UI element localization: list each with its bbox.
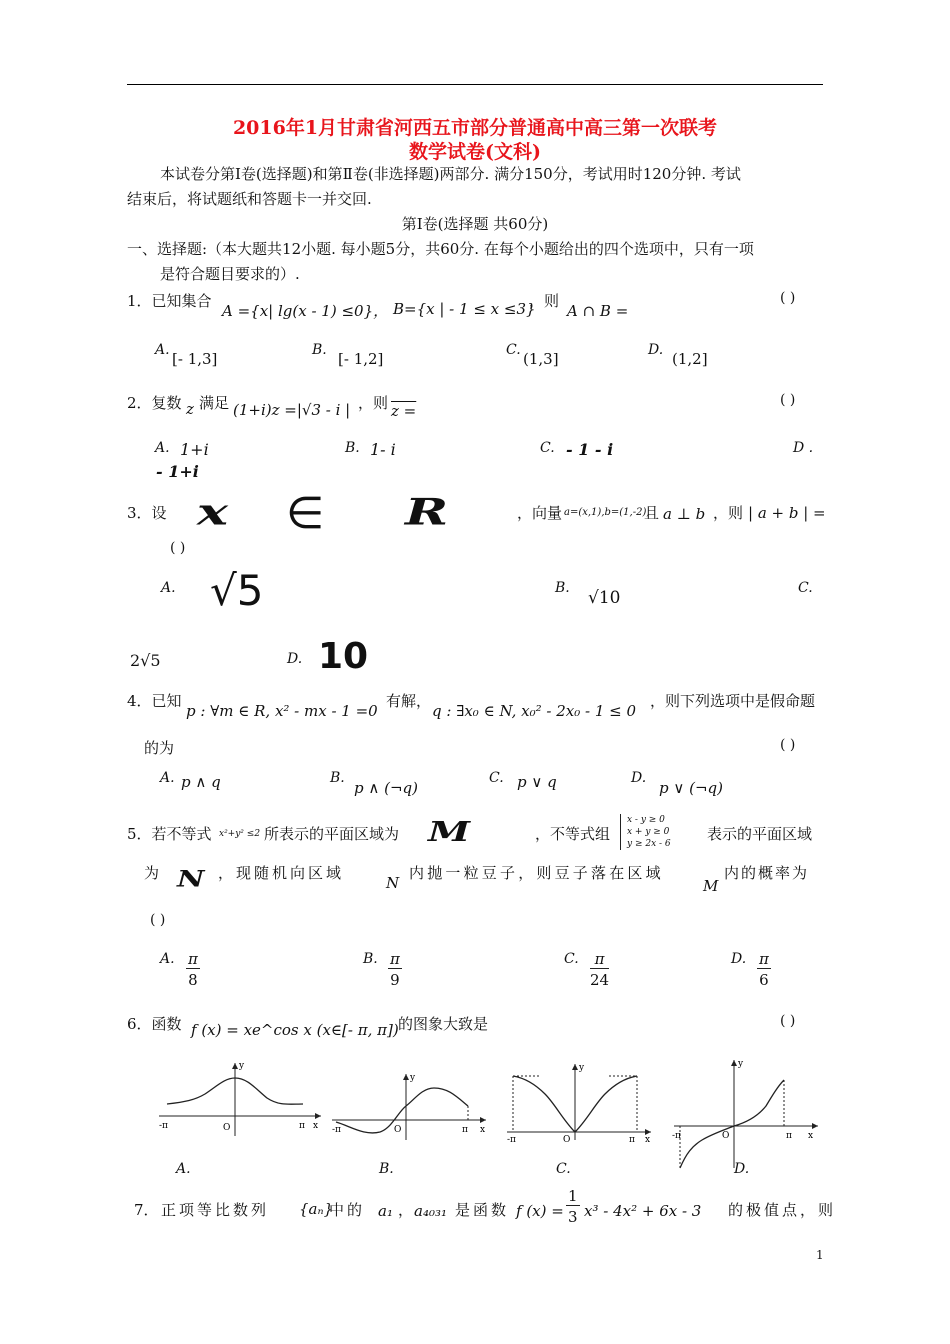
q6-graph-c-pos-pi: π — [629, 1135, 635, 1142]
q7-sequence: {aₙ} — [299, 1200, 334, 1218]
q6-graph-b-label: B. — [379, 1161, 394, 1177]
q4-line-2: 的为 — [144, 739, 175, 757]
q7-fraction — [566, 1187, 580, 1226]
q3-vector-intro: ，向量 — [517, 504, 563, 522]
q7-fraction-numerator: 1 — [568, 1187, 578, 1205]
q4-option-c: p ∨ q — [517, 773, 557, 791]
q2-tail: ，则 — [358, 394, 389, 412]
q7-text-1: 正项等比数列 — [161, 1201, 270, 1219]
q6-graph-b-neg-pi: -π — [332, 1125, 341, 1135]
q2-equation: (1+i)z =|√3 - i | — [233, 401, 351, 419]
q2-z: z — [186, 400, 194, 418]
q3-ask: | a + b | = — [748, 504, 826, 522]
q5-option-b-label: B. — [363, 951, 378, 967]
q4-option-b: p ∧ (¬q) — [354, 779, 418, 797]
q3-option-d-label: D. — [287, 651, 303, 667]
q3-option-b: √10 — [588, 588, 621, 608]
q7-function-rhs: x³ - 4x² + 6x - 3 — [584, 1202, 702, 1220]
q5-option-c-denominator: 24 — [590, 971, 610, 989]
q6-number: 6．函数 — [127, 1015, 182, 1033]
q6-graph-d-pos-pi: π — [786, 1131, 792, 1141]
q2-conjugate: z = — [391, 402, 417, 420]
q5-option-d-label: D. — [731, 951, 747, 967]
q5-option-b-numerator: π — [390, 950, 400, 968]
q6-answer-bracket: ( ) — [780, 1013, 796, 1029]
q3-answer-bracket: ( ) — [170, 540, 186, 556]
q5-option-b-denominator: 9 — [390, 971, 400, 989]
q1-answer-bracket: ( ) — [780, 290, 796, 306]
q1-set-a: A ={x| lg(x - 1) ≤0}， — [222, 302, 389, 320]
q6-graph-c-y-label: y — [579, 1063, 585, 1073]
q4-answer-bracket: ( ) — [780, 737, 796, 753]
q1-option-c-label: C. — [506, 342, 521, 358]
q1-option-a: [- 1,3] — [172, 350, 218, 368]
q1-option-b-label: B. — [312, 342, 327, 358]
q5-inequality-system — [620, 814, 671, 850]
q5-line-2-c: 内抛一粒豆子，则豆子落在区域 — [409, 864, 664, 882]
q3-option-c: 2√5 — [130, 651, 161, 670]
q7-text-3: 是函数 — [455, 1201, 510, 1219]
q1-tail: ，则 — [529, 292, 560, 310]
q2-option-c: - 1 - i — [566, 440, 614, 459]
q6-graph-d-origin: O — [722, 1131, 730, 1141]
q6-graph-a-label: A. — [176, 1161, 191, 1177]
q1-number: 1．已知集合 — [127, 292, 212, 310]
q1-ask: A ∩ B = — [567, 302, 629, 320]
q4-option-d: p ∨ (¬q) — [659, 779, 723, 797]
q4-middle: 有解， — [386, 692, 432, 710]
q7-a4031: a₄₀₃₁ — [414, 1202, 447, 1220]
q5-system-line-1: x - y ≥ 0 — [627, 815, 665, 825]
q3-option-c-label: C. — [798, 580, 813, 596]
exam-subtitle: 数学试卷(文科) — [409, 141, 541, 163]
q6-graph-b-y-label: y — [410, 1073, 416, 1083]
q5-answer-bracket: ( ) — [150, 912, 166, 928]
q3-vector-def: a=(x,1),b=(1,-2), — [564, 507, 650, 518]
page-number: 1 — [816, 1248, 824, 1262]
q5-option-d-numerator: π — [759, 950, 769, 968]
q1-option-b: [- 1,2] — [338, 350, 384, 368]
q5-option-a-numerator: π — [188, 950, 198, 968]
q7-a1: a₁ — [378, 1202, 393, 1220]
q5-m-symbol-2: M — [703, 877, 719, 895]
q4-proposition-p: p : ∀m ∈ R, x² - mx - 1 =0 — [186, 702, 378, 720]
q2-option-d: - 1+i — [156, 462, 199, 481]
q5-system-line-3: y ≥ 2x - 6 — [627, 839, 671, 849]
q6-graph-d-neg-pi: -π — [672, 1131, 681, 1141]
q5-option-a — [186, 950, 200, 989]
q1-option-d: (1,2] — [672, 350, 708, 368]
q5-n-symbol: N — [177, 866, 205, 893]
q1-option-a-label: A. — [155, 342, 170, 358]
q1-option-d-label: D. — [648, 342, 664, 358]
q5-option-a-label: A. — [160, 951, 175, 967]
q6-graph-b-pos-pi: π — [462, 1125, 468, 1135]
q7-fraction-denominator: 3 — [568, 1208, 578, 1226]
q6-graph-a-y-label: y — [239, 1061, 245, 1071]
q2-option-b: 1- i — [370, 440, 396, 459]
q6-graph-b-origin: O — [394, 1125, 402, 1135]
q5-region-text: 所表示的平面区域为 — [264, 825, 400, 843]
q5-n-symbol-2: N — [386, 874, 400, 892]
q6-tail: 的图象大致是 — [398, 1015, 489, 1033]
q6-graph-a-origin: O — [223, 1123, 231, 1133]
q1-option-c: (1,3] — [523, 350, 559, 368]
q6-graph-d-label: D. — [734, 1161, 750, 1177]
q6-graph-a — [155, 1060, 325, 1140]
q4-tail: ，则下列选项中是假命题 — [650, 692, 816, 710]
q7-text-4: 的极值点，则 — [728, 1201, 837, 1219]
q2-number: 2．复数 — [127, 394, 182, 412]
q4-option-c-label: C. — [489, 770, 504, 786]
q6-graph-b-x-label: x — [480, 1125, 486, 1135]
q6-graph-a-pos-pi: π — [299, 1121, 305, 1131]
section-instructions-2: 是符合题目要求的）. — [160, 265, 300, 283]
q5-system-line-2: x + y ≥ 0 — [627, 827, 670, 837]
q6-graph-c-label: C. — [556, 1161, 571, 1177]
q6-graph-c-x-label: x — [645, 1135, 651, 1142]
q2-option-b-label: B. — [345, 440, 360, 456]
q4-proposition-q: q : ∃x₀ ∈ N, x₀² - 2x₀ - 1 ≤ 0 — [432, 702, 637, 720]
q4-option-b-label: B. — [330, 770, 345, 786]
q6-graph-a-x-label: x — [313, 1121, 319, 1131]
q3-r: R — [405, 491, 449, 534]
q4-option-a: p ∧ q — [181, 773, 221, 791]
q1-set-b: B={x | - 1 ≤ x ≤3} — [393, 300, 536, 318]
top-rule — [127, 84, 823, 85]
q5-line-2-d: 内的概率为 — [724, 864, 810, 882]
q6-function: f (x) = xe^cos x (x∈[- π, π]) — [191, 1021, 399, 1039]
q5-inequality: x²+y² ≤2 — [219, 829, 261, 839]
q6-graph-a-neg-pi: -π — [159, 1121, 168, 1131]
q2-option-a-label: A. — [155, 440, 170, 456]
q6-graph-d-y-label: y — [738, 1059, 744, 1069]
q6-graph-d-x-label: x — [808, 1131, 814, 1141]
q3-number: 3．设 — [127, 504, 167, 522]
q5-option-d — [757, 950, 771, 989]
q6-graph-c-neg-pi: -π — [507, 1135, 516, 1142]
intro-line-2: 结束后，将试题纸和答题卡一并交回. — [127, 190, 372, 208]
q3-perp: a ⊥ b — [663, 505, 706, 523]
q7-text-2: 中的 — [329, 1201, 366, 1219]
q5-system-intro: ，不等式组 — [535, 825, 611, 843]
q3-option-a: √5 — [210, 566, 264, 615]
q4-option-a-label: A. — [160, 770, 175, 786]
q3-tail: ，则 — [713, 504, 744, 522]
q5-option-a-denominator: 8 — [188, 971, 198, 989]
q5-option-d-denominator: 6 — [759, 971, 769, 989]
q5-option-c-label: C. — [564, 951, 579, 967]
q3-option-d: 10 — [318, 636, 369, 677]
intro-line-1: 本试卷分第Ⅰ卷(选择题)和第Ⅱ卷(非选择题)两部分. 满分150分，考试用时120分钟. 考试 — [160, 165, 741, 183]
q3-in: ∈ — [286, 488, 325, 539]
q5-line-2-b: ，现随机向区域 — [218, 864, 345, 882]
q3-option-a-label: A. — [161, 580, 176, 596]
q3-option-b-label: B. — [555, 580, 570, 596]
q5-m-symbol: M — [428, 815, 471, 848]
q2-satisfy: 满足 — [199, 394, 230, 412]
exam-title: 2016年1月甘肃省河西五市部分普通高中高三第一次联考 — [232, 117, 718, 139]
q2-option-d-label: D . — [793, 440, 814, 456]
q6-graph-c — [505, 1062, 655, 1142]
q5-option-b — [388, 950, 402, 989]
q2-answer-bracket: ( ) — [780, 392, 796, 408]
q7-function-lhs: f (x) = — [516, 1202, 564, 1220]
q2-option-a: 1+i — [180, 440, 209, 459]
q5-option-c-numerator: π — [590, 950, 609, 969]
q7-number: 7． — [134, 1201, 159, 1219]
q6-graph-c-origin: O — [563, 1135, 571, 1142]
section-title: 第Ⅰ卷(选择题 共60分) — [401, 215, 549, 233]
q2-option-c-label: C. — [540, 440, 555, 456]
q4-option-d-label: D. — [631, 770, 647, 786]
q5-number: 5．若不等式 — [127, 825, 212, 843]
q6-graph-b — [330, 1072, 490, 1142]
q5-option-c — [590, 950, 609, 989]
q4-number: 4．已知 — [127, 692, 182, 710]
q7-comma: ， — [398, 1201, 414, 1219]
q5-system-tail: 表示的平面区域 — [707, 825, 813, 843]
q6-graph-d — [672, 1050, 822, 1172]
q3-x: x — [197, 491, 229, 534]
q3-and: 且 — [644, 504, 660, 522]
section-instructions-1: 一、选择题:（本大题共12小题. 每小题5分，共60分. 在每个小题给出的四个选项中，只有一项 — [127, 240, 754, 258]
q5-line-2-a: 为 — [144, 864, 160, 882]
